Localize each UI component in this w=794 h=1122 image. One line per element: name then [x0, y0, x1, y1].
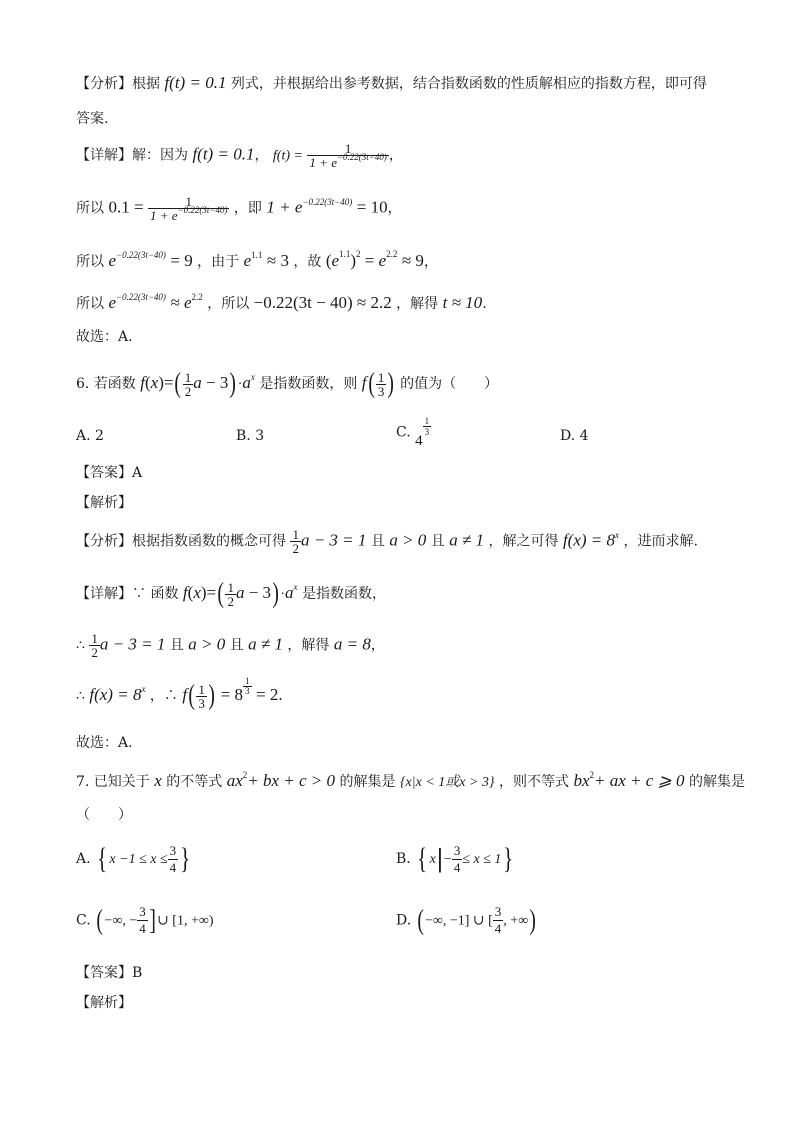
text: 是指数函数，则 [259, 376, 358, 392]
solution-set: {x|x < 1或x > 3} [399, 775, 495, 790]
option-d[interactable] [560, 428, 589, 444]
text: 所以 [76, 296, 104, 312]
question-number: 6. 若函数 [76, 376, 136, 392]
detail-6-3: ∴ $f(x) = 8^x$ ，∴ f( $\frac{1}{3}$ ) = 8 $\frac{1}{3}$ = 2. [76, 675, 283, 711]
option-d-expr: −∞, −1] ∪ [ [424, 913, 493, 929]
option-a-label: A. 2 [76, 428, 104, 444]
text: ，解得 [287, 637, 330, 654]
math-expr: ≈ 9 [401, 251, 424, 270]
exponent-fraction: $\frac{1}{3}$ [424, 416, 430, 437]
option-d-label: D. 4 [560, 428, 589, 444]
exponent: −0.22(3t−40) [116, 250, 166, 261]
math-expr: ax [226, 771, 243, 790]
e-symbol: e [108, 293, 116, 312]
fraction-third: $\frac{1}{3}$ [377, 369, 385, 399]
math-expr: f(t) = 0.1 [164, 73, 227, 92]
analysis-line-1 [76, 74, 707, 91]
math-expr: f(x) = 8 [562, 530, 616, 550]
text: （ ） [76, 807, 132, 823]
fraction-half: $\frac{1}{2}$ [184, 369, 192, 399]
math-expr: = 10 [356, 197, 388, 217]
math-expr: a ≠ 1 [248, 634, 283, 654]
detail-line-3: 所以 $e^{-0.22(3t-40)} = 9$ ，由于 $e^{1.1} \approx 3$ ，故 $(e^{1.1})^2 = e^{2.2} \approx 9$， [76, 249, 438, 270]
text: 是指数函数， [301, 586, 386, 602]
e-symbol: e [243, 251, 252, 270]
text: ∴ [76, 688, 85, 704]
detail-6-2: ∴ $\frac{1}{2}$ a − 3 = 1 且 a > 0 且 a ≠ 1 ，解得 a = 8， [76, 631, 385, 660]
math-expr: f(t) = 0.1 [192, 144, 255, 164]
e-symbol: e [108, 251, 116, 270]
analysis-6: 【分析】根据指数函数的概念可得 $\frac{1}{2}$ a − 3 = 1 且 a > 0 且 a ≠ 1 ，解之可得 $f(x) = 8^x$ ，进而求解. [76, 527, 698, 556]
text: 故选：A. [76, 329, 133, 345]
denominator [148, 204, 229, 223]
text: ，∴ [149, 688, 178, 704]
text: 所以 [76, 200, 104, 217]
text: 的值为（ ） [400, 376, 499, 392]
den-text: 1 + e [309, 155, 337, 170]
q7-option-d[interactable]: D. (−∞, −1] ∪ [ $\frac{3}{4}$ , +∞) [396, 904, 537, 936]
choice-6 [76, 736, 133, 750]
question-7-paren [76, 808, 132, 822]
option-b[interactable] [236, 428, 264, 444]
text: 【分析】根据 [76, 76, 160, 92]
option-c-expr: ∪ [1, +∞) [157, 913, 214, 929]
jiexi-6 [76, 496, 132, 510]
q7-option-c[interactable]: C. (−∞, − $\frac{3}{4}$ ]∪ [1, +∞) [76, 904, 214, 936]
text: ，则不等式 [498, 774, 569, 790]
math-expr: a − 3 = 1 [99, 634, 166, 654]
exponent: 2.2 [386, 249, 398, 260]
text: ，解得 [396, 296, 439, 312]
text: 【解析】 [76, 495, 132, 511]
q7-option-a[interactable]: A. { x −1 ≤ x ≤ $\frac{3}{4}$ } [76, 842, 191, 875]
exponent: −0.22(3t−40) [302, 196, 353, 207]
text: 且 [370, 533, 385, 550]
math-expr: a − 3 = 1 [300, 530, 367, 550]
text: 答案. [76, 111, 109, 127]
text: ，故 [293, 254, 322, 270]
text: 且 [430, 533, 445, 550]
text: 所以 [76, 254, 104, 270]
text: 【详解】∵ 函数 [76, 586, 179, 602]
question-number: 7. 已知关于 [76, 774, 150, 790]
fraction [307, 142, 388, 169]
denominator [307, 151, 388, 170]
option-c-label: C. [76, 912, 91, 929]
math-expr: a = 8 [333, 634, 371, 654]
choice-line [76, 330, 133, 344]
option-a[interactable] [76, 428, 104, 444]
text: 列式，并根据给出参考数据，结合指数函数的性质解相应的指数方程，即可得 [230, 76, 707, 92]
detail-line-1: 【详解】解：因为 f(t) = 0.1， f(t) = $\frac{1}{1 + e^{-0.22(3t-40)}}$ ， [76, 141, 403, 170]
text: 故选：A. [76, 735, 133, 751]
detail-line-4: 所以 $e^{-0.22(3t-40)} \approx e^{2.2}$ ，所以 −0.22(3t − 40) ≈ 2.2 ，解得 t ≈ 10. [76, 292, 487, 312]
text: ∴ [76, 637, 85, 654]
math-expr: ≈ e [170, 293, 192, 312]
den-text: 1 + e [150, 208, 178, 223]
text: 【答案】B [76, 965, 143, 981]
question-6: 6. 若函数 f(x)=( $\frac{1}{2}$ $a - 3)\cdot a^x$ 是指数函数，则 f( $\frac{1}{3}$ ) 的值为（ ） [76, 368, 499, 399]
text: ，即 [233, 200, 262, 217]
math-expr: = 9 [170, 251, 193, 270]
answer-7 [76, 966, 142, 980]
option-d-label: D. [396, 912, 412, 929]
exponent: 2.2 [191, 292, 203, 303]
answer-6 [76, 466, 142, 480]
exponent: 1.1 [251, 250, 263, 261]
exponent: −0.22(3t−40) [336, 151, 387, 162]
base: 4 [415, 432, 423, 449]
text: 【详解】解：因为 [76, 147, 188, 164]
paren-expr: $(e^{1.1})^2 = e^{2.2}$ [325, 249, 398, 270]
option-a-expr: x −1 ≤ x ≤ [109, 852, 168, 867]
analysis-line-2 [76, 112, 108, 126]
math-expr: + ax + c ⩾ 0 [593, 771, 685, 790]
option-c-expr: −∞, − [104, 913, 138, 929]
fraction [148, 195, 229, 222]
exponent: −0.22(3t−40) [116, 292, 166, 303]
text: 且 [169, 637, 184, 654]
text: 【分析】根据指数函数的概念可得 [76, 533, 286, 550]
option-a-label: A. [76, 851, 91, 867]
option-c-label: C. [396, 424, 411, 441]
math-expr: a ≠ 1 [449, 530, 485, 550]
option-d-expr: , +∞ [503, 913, 529, 929]
text: 【解析】 [76, 995, 132, 1011]
math-expr: + bx + c > 0 [247, 771, 336, 790]
math-expr: a > 0 [389, 530, 427, 550]
detail-line-2: 所以 0.1 = $\frac{1}{1 + e^{-0.22(3t-40)}}$ ，即 $1 + e^{-0.22(3t-40)} = 10$， [76, 194, 402, 223]
option-b-expr: ≤ x ≤ 1 [462, 852, 502, 867]
text: 且 [229, 637, 244, 654]
math-expr: 1 + e [266, 197, 303, 217]
math-expr: −0.22(3t − 40) ≈ 2.2 [253, 293, 392, 312]
text: 的解集是 [339, 774, 396, 790]
option-b-label: B. [396, 851, 411, 867]
q7-option-b[interactable]: B. { x|− $\frac{3}{4}$ ≤ x ≤ 1} [396, 842, 514, 875]
exponent: −0.22(3t−40) [177, 204, 228, 215]
math-expr: bx [573, 771, 590, 790]
math-expr: f(t) = [272, 148, 303, 164]
math-expr: a > 0 [188, 634, 226, 654]
text: 的解集是 [688, 774, 745, 790]
option-c[interactable] [396, 416, 431, 449]
text: ，由于 [197, 254, 240, 270]
jiexi-7 [76, 996, 132, 1010]
math-expr: 0.1 = [108, 197, 144, 217]
text: ，所以 [207, 296, 250, 312]
numerator: 1 [148, 195, 229, 209]
detail-6-1: 【详解】∵ 函数 f(x)=( $\frac{1}{2}$ $a - 3)\cdot a^x$ 是指数函数， [76, 578, 386, 609]
math-expr: = 8 [220, 685, 244, 704]
math-expr: ≈ 3 [266, 251, 289, 270]
exponent: 1.1 [339, 249, 351, 260]
math-expr: t ≈ 10 [442, 293, 483, 312]
math-expr: = 2. [255, 685, 283, 704]
text: 【答案】A [76, 465, 143, 481]
text: 的不等式 [166, 774, 223, 790]
question-7: 7. 已知关于 x 的不等式 $ax^2+$ bx + c > 0 的解集是 {x|x < 1或x > 3} ，则不等式 $bx^2+$ ax + c ⩾ 0 的解集是 [76, 770, 745, 790]
text: ，进而求解. [623, 533, 698, 550]
option-b-label: B. 3 [236, 428, 265, 444]
text: ，解之可得 [488, 533, 559, 550]
math-expr: f(x) = 8 [89, 685, 142, 704]
numerator: 1 [307, 142, 388, 156]
